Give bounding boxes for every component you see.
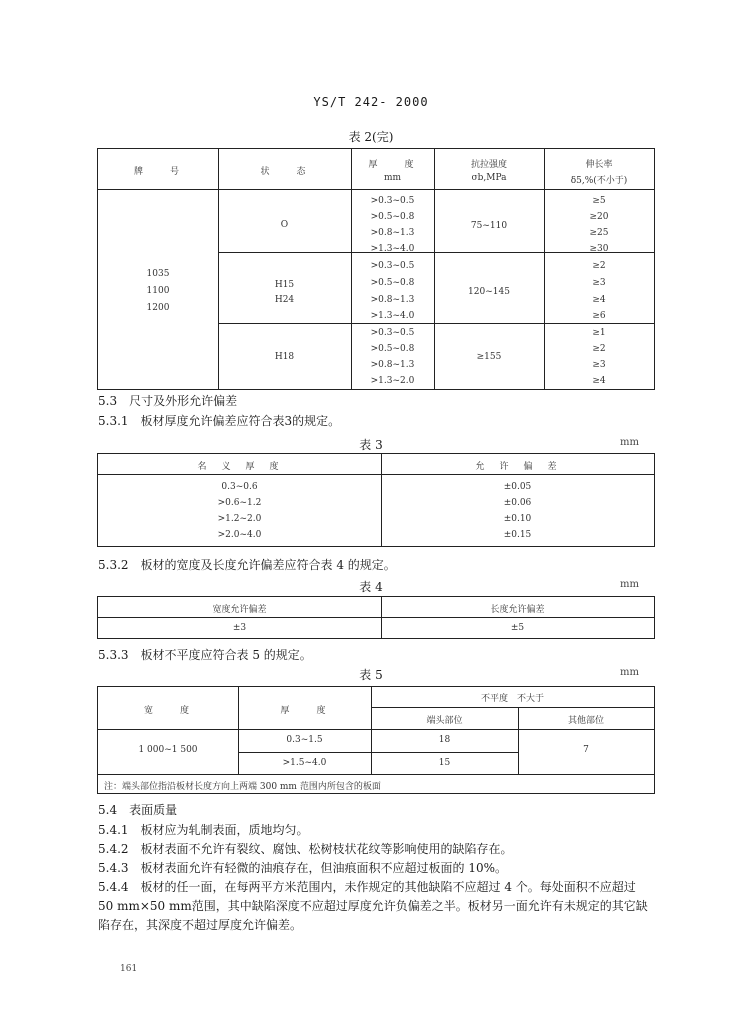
table5-header-width: 宽 度 — [143, 706, 192, 716]
table5-thickness: >1.5~4.0 — [282, 758, 327, 768]
section-5-4-3-text: 5.4.3 板材表面允许有轻微的油痕存在，但油痕面积不应超过板面的 10%。 — [98, 861, 508, 875]
table5-header-end-part: 端头部位 — [426, 716, 463, 726]
table2-elong: ≥3 — [592, 360, 606, 370]
table2-temper-sep-2 — [218, 323, 654, 324]
table2-header-grade: 牌 号 — [133, 167, 182, 177]
table2-thickness: >0.8~1.3 — [370, 360, 415, 370]
table5-unit: mm — [620, 667, 639, 678]
table4-header-length: 长度允许偏差 — [490, 605, 545, 615]
table2-elong: ≥6 — [592, 311, 606, 321]
table2-elong: ≥25 — [589, 228, 609, 238]
table2-grade: 1200 — [146, 303, 170, 313]
table5-header-thickness: 厚 度 — [280, 706, 329, 716]
table2-header-strength-unit: σb,MPa — [471, 173, 507, 183]
table5-flat-rule — [371, 707, 654, 708]
table4-width-tolerance: ±3 — [232, 623, 247, 633]
table4-header-width: 宽度允许偏差 — [212, 605, 267, 615]
table3-header-nominal: 名 义 厚 度 — [197, 462, 282, 472]
table2-header-thickness: 厚 度 — [368, 160, 417, 170]
table4-caption: 表 4 — [359, 580, 383, 594]
table3-caption: 表 3 — [359, 438, 383, 452]
table3-tolerance: ±0.10 — [503, 514, 532, 524]
table5 — [97, 686, 655, 794]
table2-strength: ≥155 — [476, 352, 502, 362]
table2-elong: ≥30 — [589, 244, 609, 254]
table5-caption: 表 5 — [359, 668, 383, 682]
table5-end-value: 15 — [438, 758, 451, 768]
table3-unit: mm — [620, 437, 639, 448]
section-5-3-heading: 5.3 尺寸及外形允许偏差 — [98, 394, 238, 408]
table5-header-flatness: 不平度 不大于 — [480, 694, 544, 704]
table2-grade: 1035 — [146, 269, 170, 279]
table2-header-elong-unit: δ5,%(不小于) — [570, 176, 628, 186]
table2-header-elong: 伸长率 — [585, 160, 613, 170]
table3-header-tolerance: 允 许 偏 差 — [475, 462, 560, 472]
table5-row-rule — [238, 752, 518, 753]
table3 — [97, 453, 655, 547]
table2-header-thickness-unit: mm — [383, 173, 402, 183]
section-5-4-4-line2: 50 mm×50 mm范围，其中缺陷深度不应超过厚度允许负偏差之半。板材另一面允许有未规定的其它缺 — [98, 899, 648, 913]
table2-thickness: >1.3~4.0 — [370, 311, 415, 321]
table2-thickness: >0.5~0.8 — [370, 344, 415, 354]
table2-elong: ≥4 — [592, 295, 606, 305]
section-5-4-1-text: 5.4.1 板材应为轧制表面，质地均匀。 — [98, 823, 309, 837]
table5-other-value: 7 — [583, 745, 589, 755]
table2 — [97, 148, 655, 390]
table2-thickness: >0.3~0.5 — [370, 328, 415, 338]
table2-thickness: >0.3~0.5 — [370, 261, 415, 271]
table2-elong: ≥1 — [592, 328, 606, 338]
table3-header-rule — [98, 474, 654, 475]
table4-header-rule — [98, 617, 654, 618]
table2-thickness: >0.8~1.3 — [370, 228, 415, 238]
table5-thickness: 0.3~1.5 — [286, 735, 323, 745]
table2-caption: 表 2(完) — [348, 130, 394, 144]
table5-header-rule — [98, 729, 654, 730]
table2-temper: O — [280, 220, 289, 230]
table2-thickness: >0.5~0.8 — [370, 278, 415, 288]
table2-elong: ≥4 — [592, 376, 606, 386]
table2-temper: H24 — [274, 295, 295, 305]
table3-thickness: 0.3~0.6 — [221, 482, 258, 492]
table2-strength: 120~145 — [468, 287, 510, 297]
table3-thickness: >0.6~1.2 — [217, 498, 262, 508]
section-5-4-2-text: 5.4.2 板材表面不允许有裂纹、腐蚀、松树枝状花纹等影响使用的缺陷存在。 — [98, 842, 513, 856]
table2-thickness: >1.3~4.0 — [370, 244, 415, 254]
section-5-4-heading: 5.4 表面质量 — [98, 803, 178, 817]
table2-header-strength: 抗拉强度 — [470, 160, 507, 170]
table5-end-value: 18 — [438, 735, 451, 745]
table3-tolerance: ±0.05 — [503, 482, 532, 492]
table2-strength: 75~110 — [470, 221, 508, 231]
section-5-3-3-text: 5.3.3 板材不平度应符合表 5 的规定。 — [98, 648, 312, 662]
table4-length-tolerance: ±5 — [510, 623, 525, 633]
table5-width-value: 1 000~1 500 — [138, 745, 198, 755]
section-5-4-4-line3: 陷存在，其深度不超过厚度允许偏差。 — [98, 918, 303, 932]
table2-elong: ≥2 — [592, 261, 606, 271]
table3-thickness: >1.2~2.0 — [217, 514, 262, 524]
table3-thickness: >2.0~4.0 — [217, 530, 262, 540]
table2-thickness: >0.3~0.5 — [370, 196, 415, 206]
table4 — [97, 596, 655, 639]
table2-thickness: >0.5~0.8 — [370, 212, 415, 222]
table2-header-rule — [98, 189, 654, 190]
standard-code-header: YS/T 242- 2000 — [313, 95, 429, 109]
table2-elong: ≥3 — [592, 278, 606, 288]
table5-note: 注：端头部位指沿板材长度方向上两端 300 mm 范围内所包含的板面 — [104, 782, 381, 792]
table2-thickness: >0.8~1.3 — [370, 295, 415, 305]
table2-temper: H18 — [274, 352, 295, 362]
section-5-3-1-text: 5.3.1 板材厚度允许偏差应符合表3的规定。 — [98, 414, 341, 428]
section-5-4-4-line1: 5.4.4 板材的任一面，在每两平方米范围内，未作规定的其他缺陷不应超过 4 个。每处面积不应超过 — [98, 880, 636, 894]
table5-note-rule — [98, 774, 654, 775]
table3-tolerance: ±0.15 — [503, 530, 532, 540]
table2-temper: H15 — [274, 280, 295, 290]
table5-header-other-part: 其他部位 — [567, 716, 604, 726]
table4-unit: mm — [620, 579, 639, 590]
table2-elong: ≥20 — [589, 212, 609, 222]
table2-thickness: >1.3~2.0 — [370, 376, 415, 386]
table2-grade: 1100 — [146, 286, 170, 296]
section-5-3-2-text: 5.3.2 板材的宽度及长度允许偏差应符合表 4 的规定。 — [98, 558, 396, 572]
table2-header-temper: 状 态 — [260, 167, 309, 177]
page-number: 161 — [120, 964, 138, 974]
table2-elong: ≥5 — [592, 196, 606, 206]
table2-elong: ≥2 — [592, 344, 606, 354]
table3-tolerance: ±0.06 — [503, 498, 532, 508]
